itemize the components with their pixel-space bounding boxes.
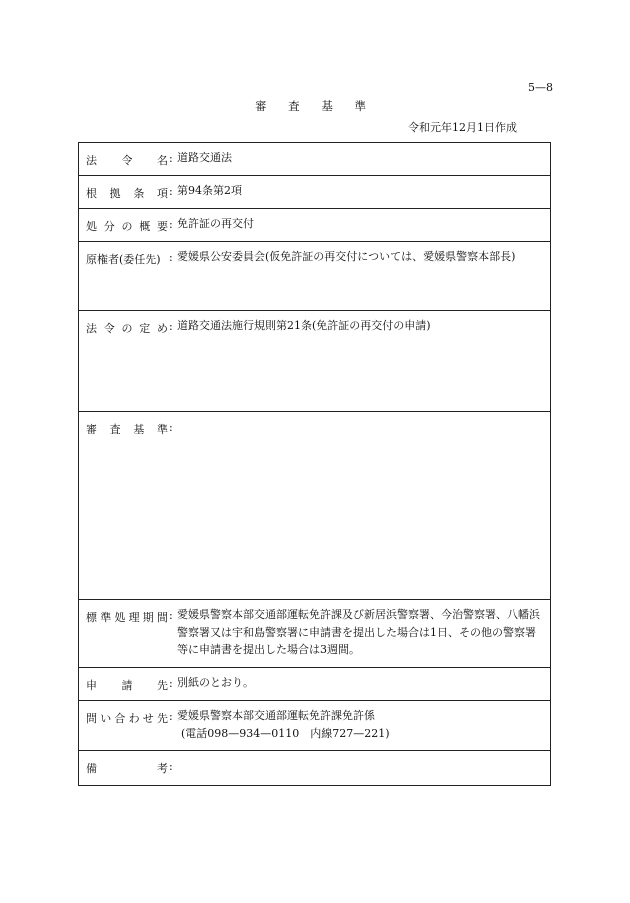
row-authority	[79, 242, 550, 311]
document-title: 審 査 基 準	[255, 99, 375, 113]
row-value: 道路交通法	[177, 151, 232, 164]
row-value: 道路交通法施行規則第21条(免許証の再交付の申請)	[177, 319, 431, 332]
page-number: 5—8	[528, 81, 553, 94]
row-label: 原権者(委任先)	[86, 253, 161, 266]
row-application-destination	[79, 668, 550, 701]
row-value: 第94条第2項	[177, 184, 242, 197]
colon: :	[169, 710, 173, 723]
row-label: 処 分 の 概 要	[86, 220, 168, 233]
row-label: 法 令 名	[86, 154, 168, 167]
row-legal-provision	[79, 311, 550, 412]
row-value: 愛媛県警察本部交通部運転免許課及び新居浜警察署、今治警察署、八幡浜警察署又は宇和島警察署に申請書を提出した場合は1日、その他の警察署等に申請書を提出した場合は3週間。	[177, 608, 540, 656]
row-label: 問 い 合 わ せ 先	[86, 712, 168, 725]
row-label: 法 令 の 定 め	[86, 322, 168, 335]
created-date: 令和元年12月1日作成	[408, 121, 517, 134]
colon: :	[169, 152, 173, 165]
row-law-name	[79, 143, 550, 176]
row-label: 根 拠 条 項	[86, 187, 168, 200]
colon: :	[169, 760, 173, 773]
colon: :	[169, 421, 173, 434]
row-standard-processing-period	[79, 600, 550, 668]
row-label: 審 査 基 準	[86, 423, 168, 436]
row-disposition-summary	[79, 209, 550, 242]
row-value: 別紙のとおり。	[177, 676, 254, 689]
row-label: 申 請 先	[86, 679, 168, 692]
colon: :	[169, 320, 173, 333]
row-label: 標 準 処 理 期 間	[86, 611, 168, 624]
row-value	[177, 707, 544, 742]
contact-department: 愛媛県警察本部交通部運転免許課免許係	[177, 709, 375, 722]
contact-phone: (電話098—934—0110 内線727—221)	[181, 726, 390, 740]
row-remarks	[79, 751, 550, 785]
colon: :	[169, 609, 173, 622]
row-review-criteria	[79, 412, 550, 600]
row-value: 免許証の再交付	[177, 217, 254, 230]
colon: :	[169, 185, 173, 198]
colon: :	[169, 677, 173, 690]
row-value: 愛媛県公安委員会(仮免許証の再交付については、愛媛県警察本部長)	[177, 250, 516, 263]
review-criteria-table	[78, 142, 551, 786]
row-label: 備 考	[86, 762, 168, 775]
row-contact	[79, 701, 550, 751]
colon: :	[169, 251, 173, 264]
row-basis-clause	[79, 176, 550, 209]
colon: :	[169, 218, 173, 231]
